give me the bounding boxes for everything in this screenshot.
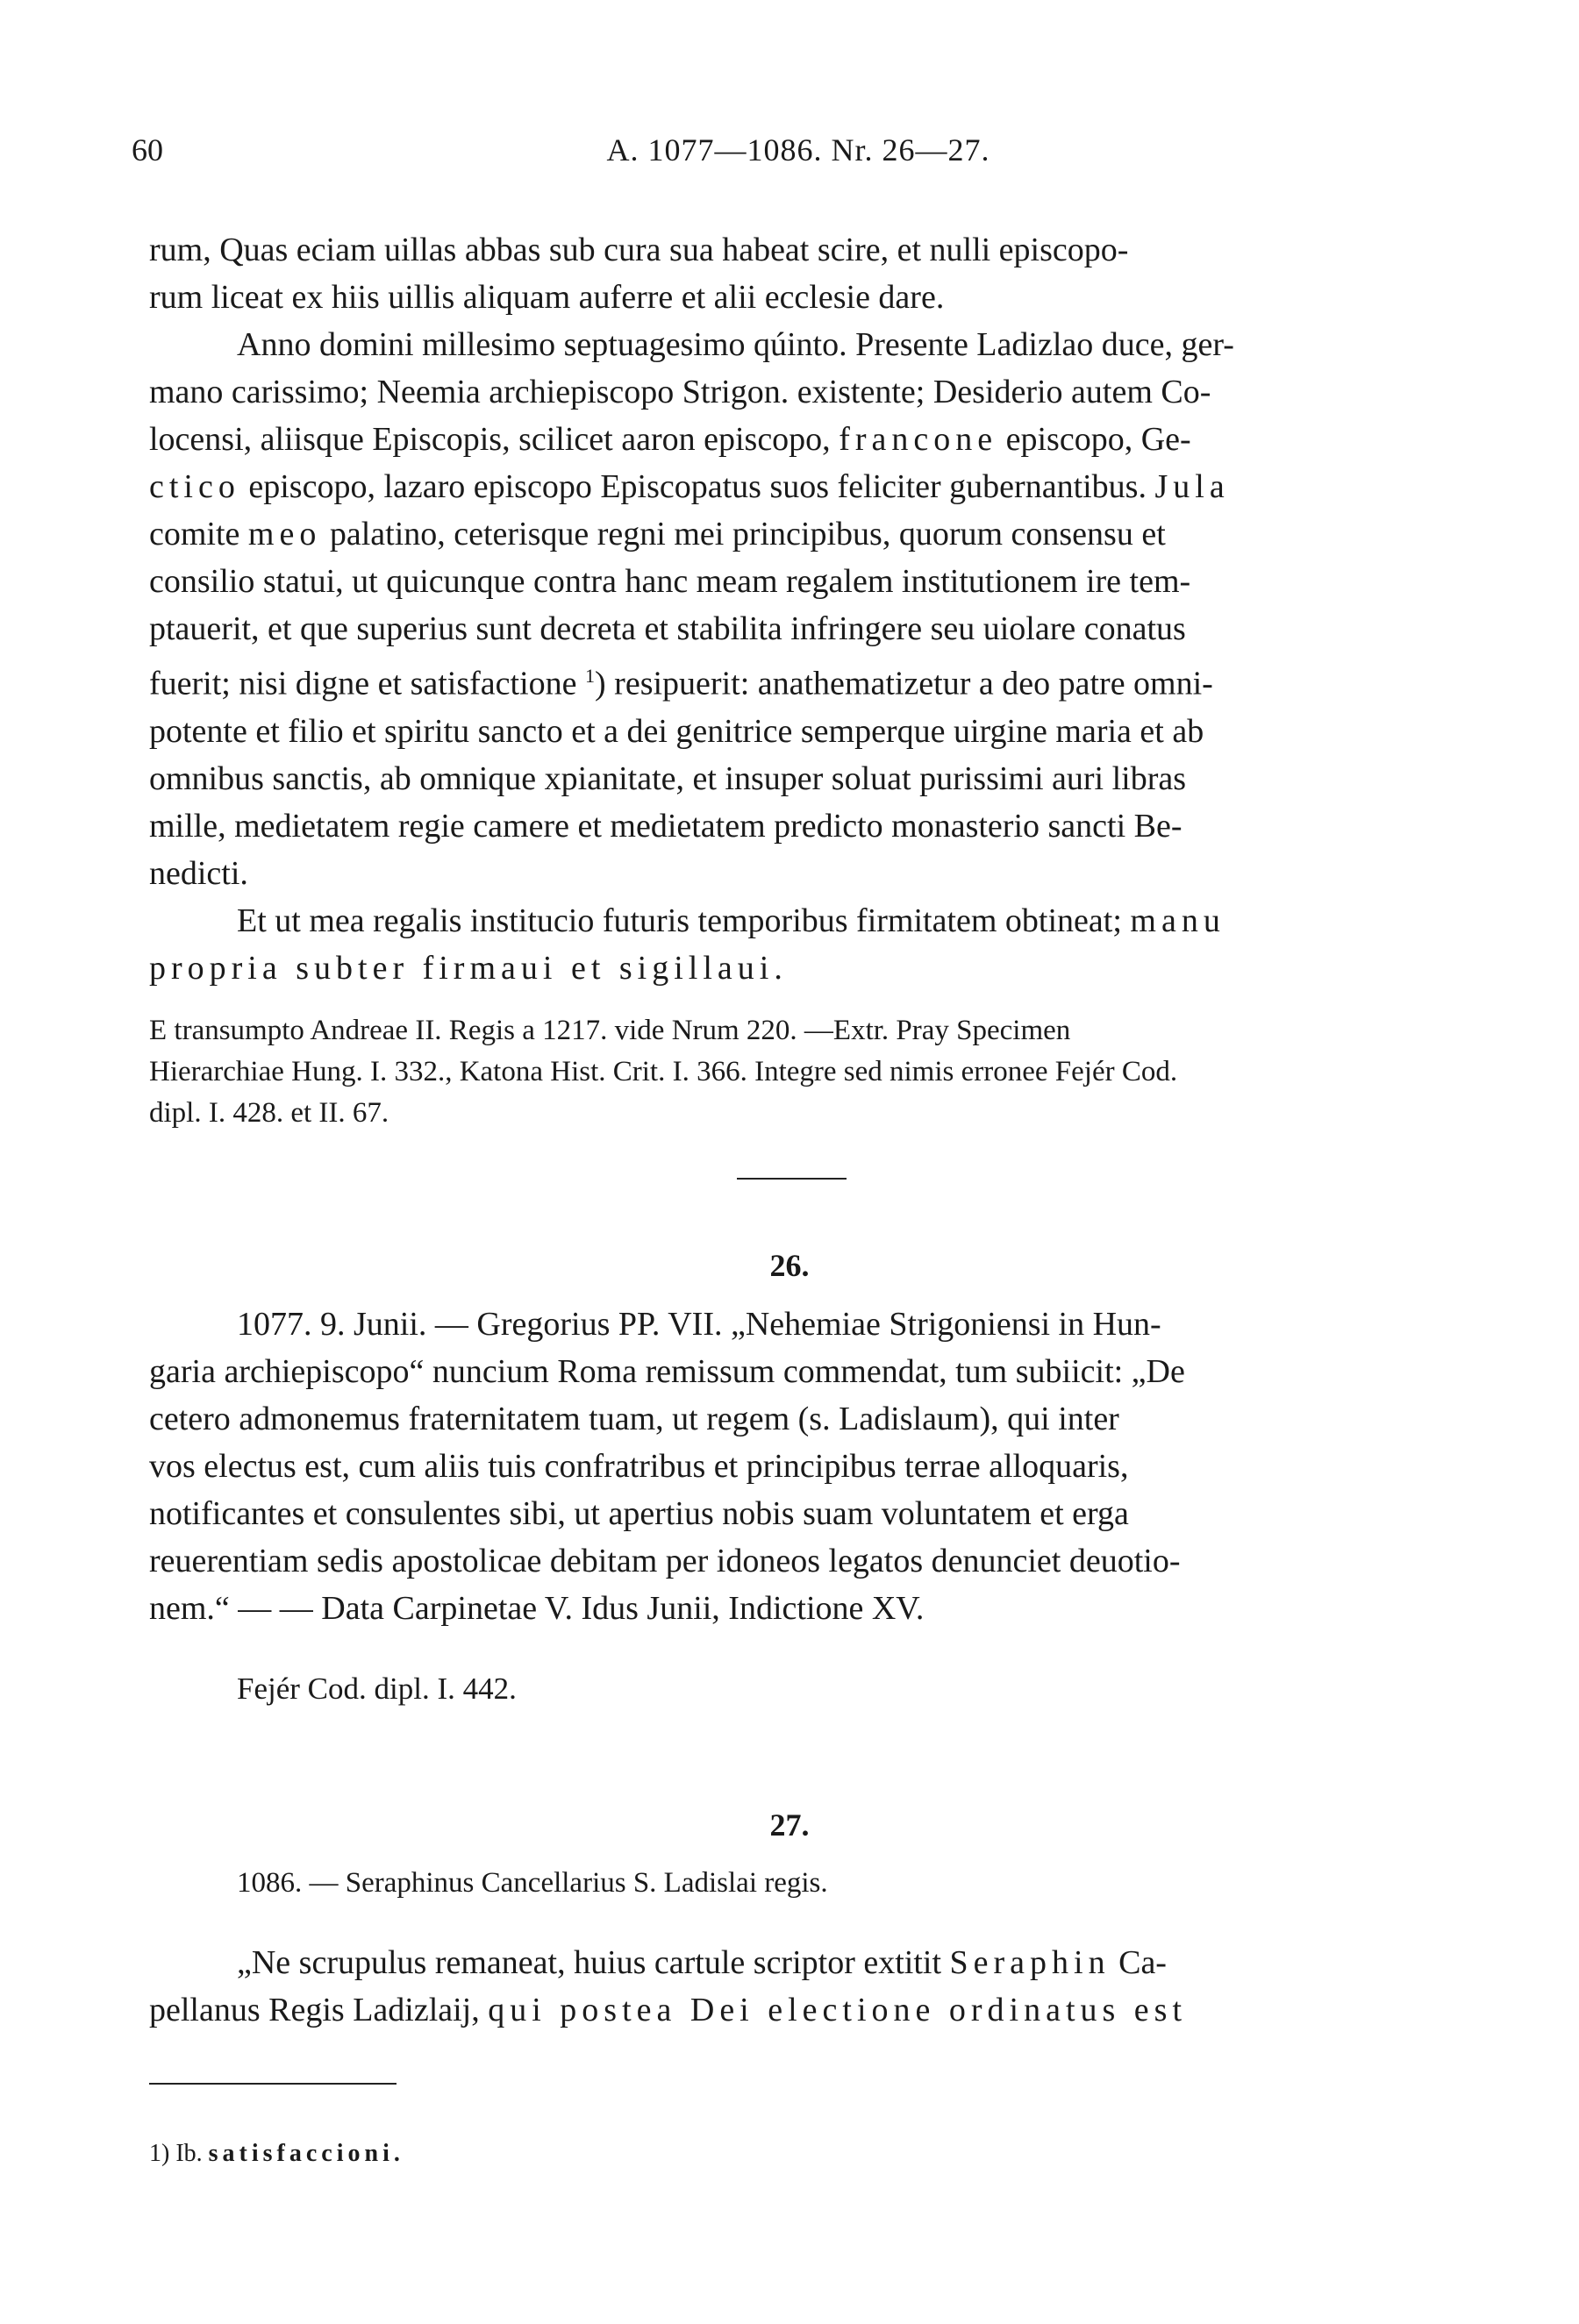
document-number-27: 27.: [769, 1807, 810, 1843]
text-span: fuerit; nisi digne et satisfactione: [149, 665, 577, 702]
footnote: [149, 2140, 404, 2168]
spaced-word: meo: [247, 516, 322, 552]
source-line: E transumpto Andreae II. Regis a 1217. vide Nrum 220. —Extr. Pray Specimen: [149, 1015, 1071, 1046]
spaced-name: ctico: [149, 468, 240, 505]
text-line: potente et filio et spiritu sancto et a dei genitrice semperque uirgine maria et ab: [149, 712, 1204, 750]
text-line: [149, 1939, 1465, 1986]
spaced-word: manu: [1130, 902, 1225, 939]
text-line: [149, 416, 1465, 463]
document-number-26: 26.: [769, 1248, 810, 1283]
text-line: Anno domini millesimo septuagesimo qúinto. Presente Ladizlao duce, ger-: [237, 326, 1234, 363]
footnote-marker: 1: [585, 665, 596, 687]
footnote-text: satisfaccioni.: [208, 2140, 404, 2167]
text-span: palatino, ceterisque regni mei principibus, quorum consensu et: [329, 516, 1166, 552]
text-line: garia archiepiscopo“ nuncium Roma remissum commendat, tum subiicit: „De: [149, 1353, 1185, 1390]
text-span: episcopo,: [1005, 421, 1133, 458]
footnote-rule: [149, 2083, 397, 2085]
spaced-name: Seraphin: [949, 1944, 1111, 1981]
text-line: [149, 897, 1465, 945]
footnote-number: 1) Ib.: [149, 2140, 203, 2167]
text-line: ptauerit, et que superius sunt decreta et stabilita infringere seu uiolare conatus: [149, 610, 1186, 647]
document-25-text: [149, 226, 1465, 992]
document-27-text: [149, 1939, 1465, 2034]
text-span: locensi, aliisque Episcopis, scilicet aaron episcopo,: [149, 421, 831, 458]
text-line: nem.“ — — Data Carpinetae V. Idus Junii, Indictione XV.: [149, 1590, 925, 1627]
source-line: dipl. I. 428. et II. 67.: [149, 1097, 389, 1129]
text-span: episcopo, lazaro episcopo Episcopatus suos feliciter gubernantibus.: [248, 468, 1147, 505]
text-line: mille, medietatem regie camere et medietatem predicto monasterio sancti Be-: [149, 807, 1182, 845]
text-line: reuerentiam sedis apostolicae debitam per idoneos legatos denunciet deuotio-: [149, 1543, 1181, 1579]
text-span: Ca-: [1118, 1944, 1167, 1981]
text-line: 1077. 9. Junii. — Gregorius PP. VII. „Nehemiae Strigoniensi in Hun-: [237, 1306, 1161, 1343]
text-line: rum, Quas eciam uillas abbas sub cura sua habeat scire, et nulli episcopo-: [149, 232, 1129, 268]
text-line: notificantes et consulentes sibi, ut apertius nobis suam voluntatem et erga: [149, 1495, 1129, 1532]
page-number: 60: [132, 132, 163, 168]
text-span: Ge-: [1140, 421, 1191, 458]
text-line: omnibus sanctis, ab omnique xpianitate, et insuper soluat purissimi auri libras: [149, 759, 1187, 797]
text-line: [149, 510, 1465, 558]
spaced-name: Jula: [1154, 468, 1230, 505]
text-line: cetero admonemus fraternitatem tuam, ut regem (s. Ladislaum), qui inter: [149, 1401, 1119, 1437]
spaced-name: francone: [839, 421, 998, 458]
source-line: Hierarchiae Hung. I. 332., Katona Hist. Crit. I. 366. Integre sed nimis erronee Fejér Cod.: [149, 1056, 1178, 1087]
text-span: ) resipuerit: anathematizetur a deo patre omni-: [595, 665, 1213, 702]
page-header: [132, 132, 1465, 175]
text-span: „Ne scrupulus remaneat, huius cartule scriptor extitit: [237, 1944, 942, 1981]
text-line: nedicti.: [149, 854, 248, 892]
document-27-heading: 1086. — Seraphinus Cancellarius S. Ladislai regis.: [237, 1867, 828, 1899]
document-25-source: [149, 1010, 1465, 1134]
document-26-text: [149, 1301, 1465, 1632]
text-line: mano carissimo; Neemia archiepiscopo Strigon. existente; Desiderio autem Co-: [149, 374, 1211, 410]
text-line: rum liceat ex hiis uillis aliquam auferre et alii ecclesie dare.: [149, 279, 945, 316]
text-span: Et ut mea regalis institucio futuris temporibus firmitatem obtineat;: [237, 902, 1122, 939]
text-span: pellanus Regis Ladizlaij,: [149, 1992, 480, 2028]
text-line: [149, 463, 1465, 510]
spaced-phrase: qui postea Dei electione ordinatus est: [488, 1992, 1188, 2028]
text-line: [149, 652, 1465, 708]
text-line: [149, 1986, 1465, 2034]
text-line: propria subter firmaui et sigillaui.: [149, 949, 788, 987]
text-span: comite: [149, 516, 240, 552]
document-26-source: Fejér Cod. dipl. I. 442.: [237, 1672, 517, 1706]
running-title: A. 1077—1086. Nr. 26—27.: [606, 132, 990, 168]
text-line: vos electus est, cum aliis tuis confratribus et principibus terrae alloquaris,: [149, 1448, 1129, 1485]
section-divider: [737, 1178, 847, 1180]
text-line: consilio statui, ut quicunque contra hanc meam regalem institutionem ire tem-: [149, 563, 1191, 600]
